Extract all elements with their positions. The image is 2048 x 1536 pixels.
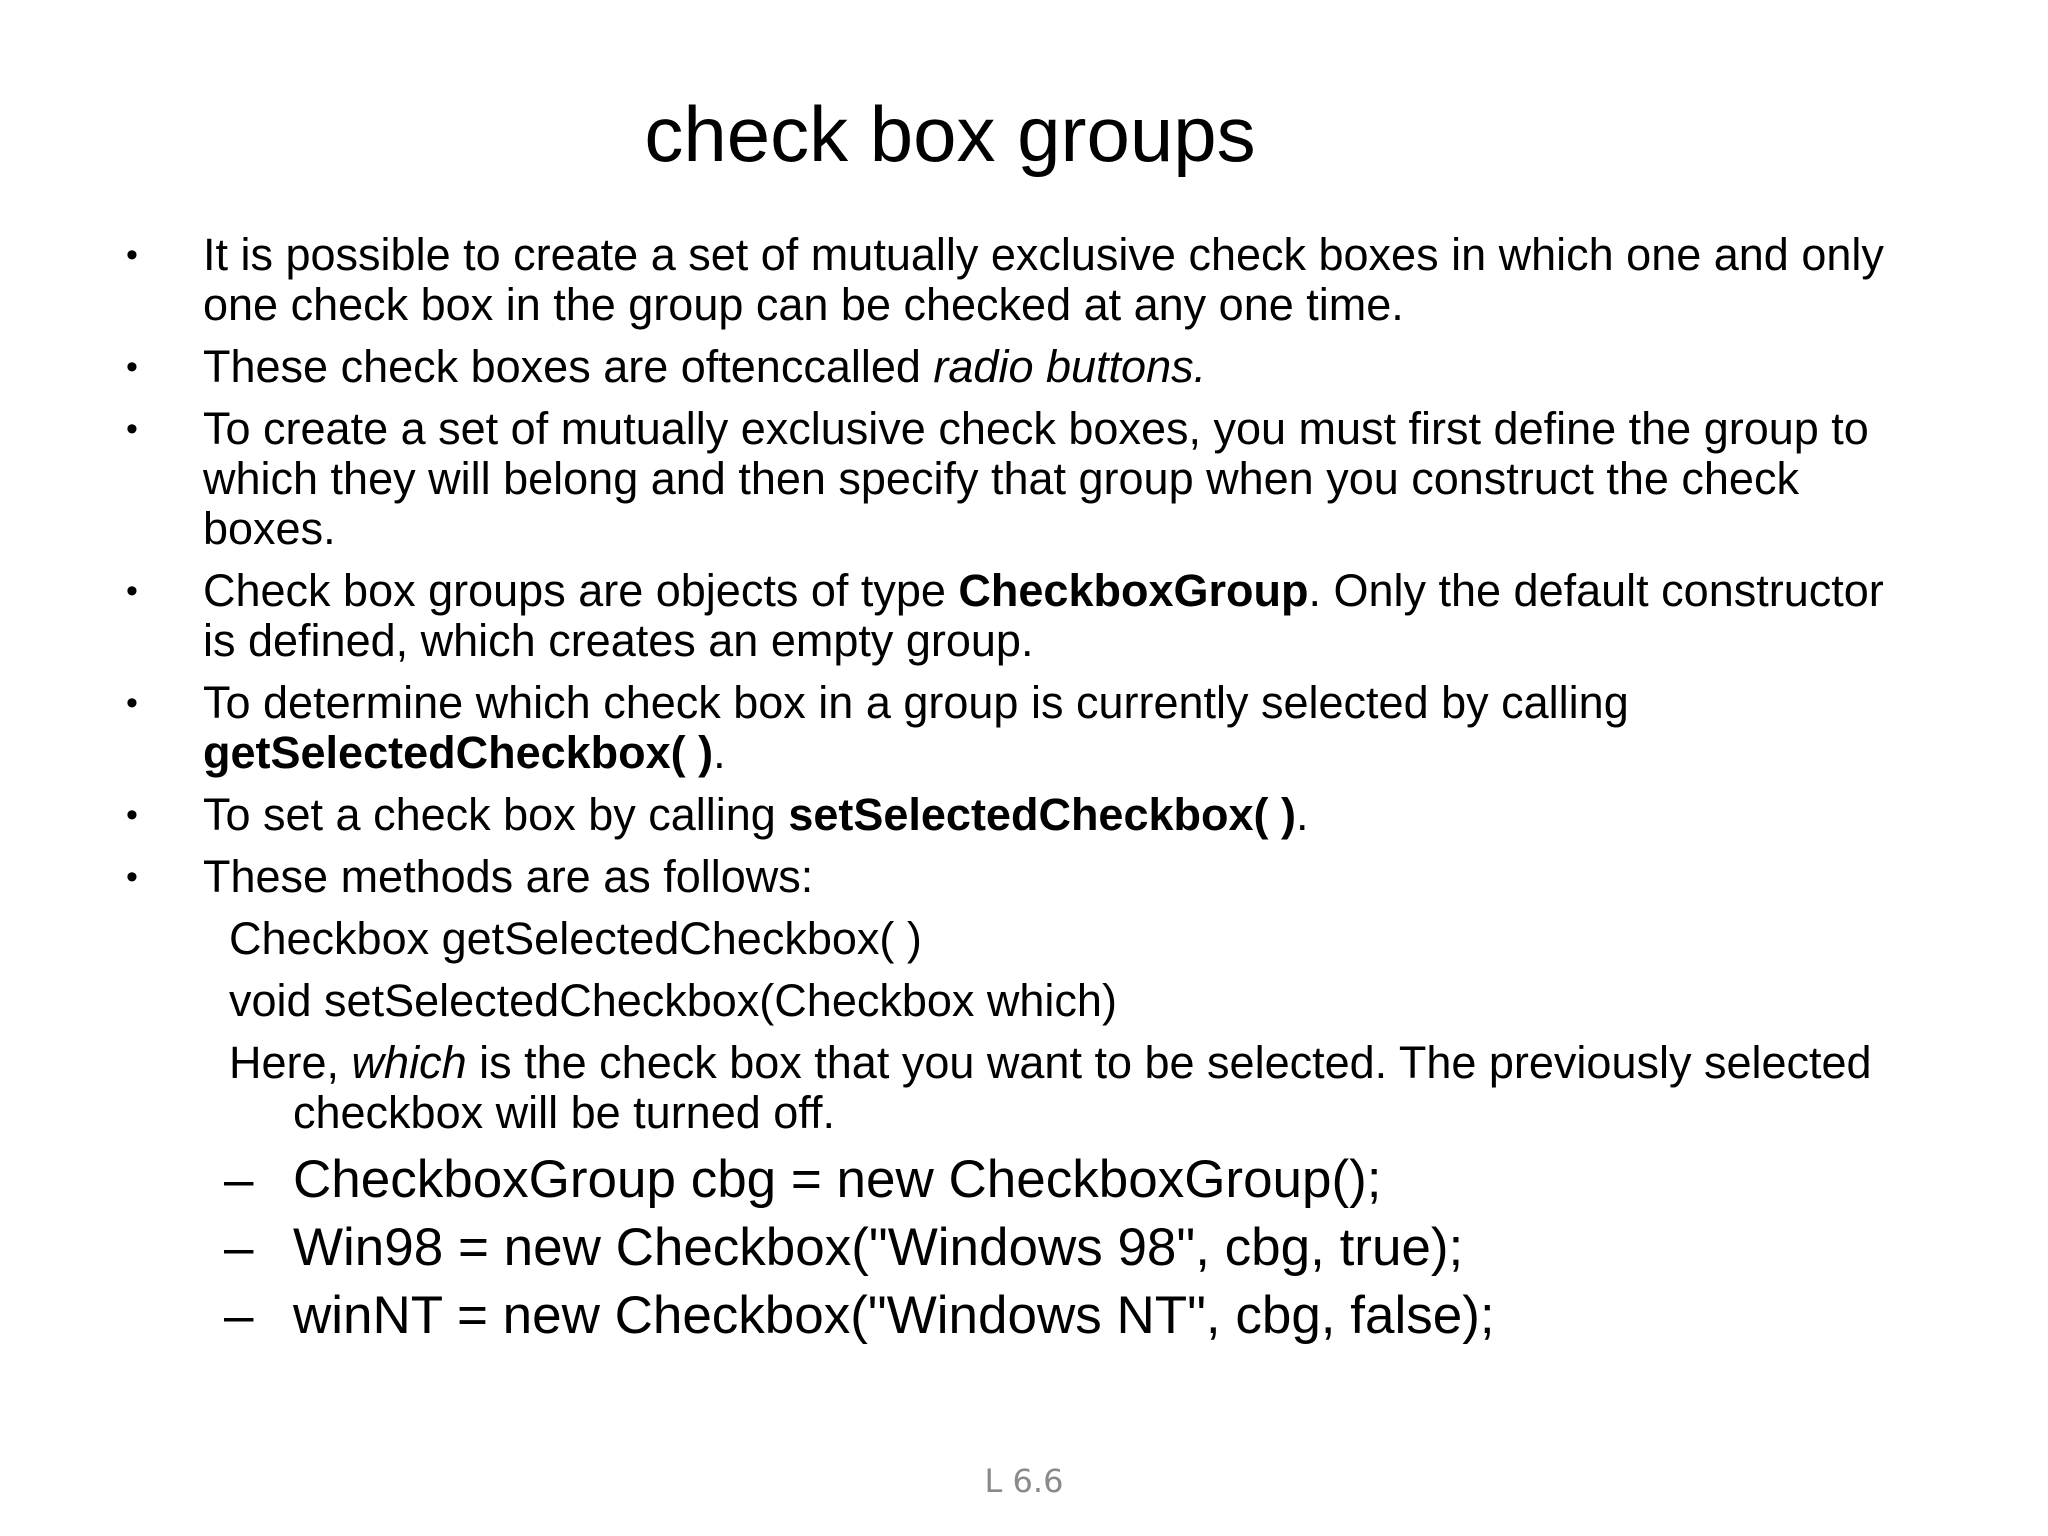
- bullet-text: These check boxes are oftenccalled: [203, 341, 934, 392]
- slide-title: check box groups: [644, 90, 1256, 178]
- bullet-dot-icon: •: [126, 348, 138, 386]
- bullet-text: To set a check box by calling: [203, 789, 789, 840]
- bullet-item: [120, 404, 1920, 554]
- code-example-line: [120, 1150, 1920, 1210]
- bullet-dot-icon: •: [126, 796, 138, 834]
- methods-block: [120, 914, 1920, 1346]
- code-example-text: winNT = new Checkbox("Windows NT", cbg, false);: [293, 1286, 1495, 1345]
- bullet-text-after: .: [1296, 789, 1309, 840]
- bullet-bold-term: CheckboxGroup: [958, 565, 1309, 616]
- bullet-item: [120, 342, 1920, 392]
- bullet-text: To determine which check box in a group is currently selected by calling: [203, 677, 1629, 728]
- bullet-list: [120, 230, 1920, 1354]
- method-note-text-after: is the check box that you want to be selected. The previously selected checkbox will be turned off.: [293, 1037, 1872, 1138]
- bullet-item: [120, 230, 1920, 330]
- method-note-italic: which: [351, 1037, 467, 1088]
- bullet-text-after: . Only the default constructor is defined, which creates an empty group.: [203, 565, 1884, 666]
- bullet-dot-icon: •: [126, 572, 138, 610]
- bullet-text-after: .: [713, 727, 726, 778]
- dash-icon: –: [224, 1150, 254, 1209]
- bullet-dot-icon: •: [126, 858, 138, 896]
- code-example-text: Win98 = new Checkbox("Windows 98", cbg, true);: [293, 1218, 1464, 1277]
- bullet-dot-icon: •: [126, 684, 138, 722]
- bullet-dot-icon: •: [126, 410, 138, 448]
- bullet-text: Check box groups are objects of type: [203, 565, 959, 616]
- code-example-list: [120, 1150, 1920, 1346]
- bullet-italic-term: radio buttons.: [933, 341, 1207, 392]
- method-note-text: Here,: [229, 1037, 352, 1088]
- code-example-line: [120, 1218, 1920, 1278]
- dash-icon: –: [224, 1286, 254, 1345]
- bullet-item: [120, 790, 1920, 840]
- bullet-item: [120, 566, 1920, 666]
- bullet-item: [120, 678, 1920, 778]
- bullet-item: [120, 852, 1920, 902]
- code-example-line: [120, 1286, 1920, 1346]
- method-note: [229, 1038, 1920, 1138]
- method-signature-get: Checkbox getSelectedCheckbox( ): [229, 913, 922, 964]
- bullet-dot-icon: •: [126, 236, 138, 274]
- code-example-text: CheckboxGroup cbg = new CheckboxGroup();: [293, 1150, 1382, 1209]
- dash-icon: –: [224, 1218, 254, 1277]
- bullet-text: These methods are as follows:: [203, 851, 814, 902]
- method-signature-set: void setSelectedCheckbox(Checkbox which): [229, 975, 1117, 1026]
- slide-number: L 6.6: [984, 1462, 1064, 1500]
- bullet-text: To create a set of mutually exclusive check boxes, you must first define the group to which they will belong and then specify that group when you construct the check boxes.: [203, 403, 1869, 554]
- bullet-bold-term: setSelectedCheckbox( ): [788, 789, 1296, 840]
- bullet-text: It is possible to create a set of mutually exclusive check boxes in which one and only one check box in the group can be checked at any one time.: [203, 229, 1884, 330]
- bullet-bold-term: getSelectedCheckbox( ): [203, 727, 714, 778]
